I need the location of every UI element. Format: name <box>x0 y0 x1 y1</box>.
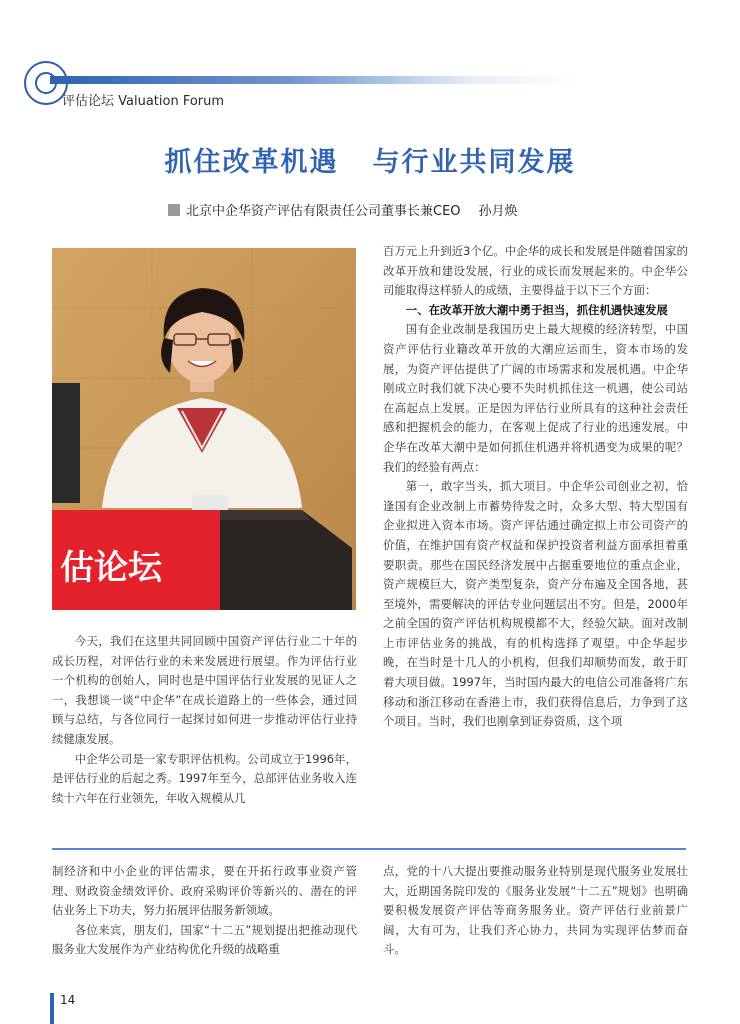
left-column <box>52 632 357 808</box>
left-paragraph-2: 中企华公司是一家专职评估机构。公司成立于1996年，是评估行业的后起之秀。1997年至今，总部评估业务收入连续十六年在行业领先，年收入规模从几 <box>52 751 357 805</box>
bottom-left-paragraph-2: 各位来宾，朋友们，国家“十二五”规划提出把推动现代服务业大发展作为产业结构优化升级的战略重 <box>52 922 357 957</box>
left-paragraph-1: 今天，我们在这里共同回顾中国资产评估行业二十年的成长历程，对评估行业的未来发展进行展望。作为评估行业一个机构的创始人，同时也是中国评估行业发展的见证人之一，我想谈一谈“中企华”在成长道路上的一些体会，通过回顾与总结，与各位同行一起探讨如何进一步推动评估行业持续健康发展。 <box>52 634 357 746</box>
title-part-1: 抓住改革机遇 <box>164 147 339 178</box>
right-intro: 百万元上升到近3个亿。中企华的成长和发展是伴随着国家的改革开放和建设发展，行业的成长而发展起来的。中企华公司能取得这样骄人的成绩，主要得益于以下三个方面： <box>383 244 688 298</box>
bottom-right-paragraph-1: 点，党的十八大提出要推动服务业特别是现代服务业发展壮大，近期国务院印发的《服务业发展“十二五”规划》也明确要积极发展资产评估等商务服务业。资产评估行业前景广阔，大有可为，让我们齐心协力，共同为实现评估梦而奋斗。 <box>383 864 688 957</box>
byline-name: 孙月焕 <box>478 204 518 219</box>
article-title <box>0 140 740 179</box>
bottom-left-column <box>52 862 357 960</box>
byline <box>168 200 518 219</box>
right-paragraph-2: 第一，敢字当头，抓大项目。中企华公司创业之初，恰逢国有企业改制上市蓄势待发之时，众多大型、特大型国有企业拟进入资本市场。资产评估通过确定拟上市公司资产的价值，在维护国有资产权益和保护投资者利益方面承担着重要职责。那些在国民经济发展中占据重要地位的重点企业，资产规模巨大，资产类型复杂，资产分布遍及全国各地，甚至境外，需要解决的评估专业问题层出不穷。但是，2000年之前全国的资产评估机构规模都不大，经验欠缺。面对改制上市评估业务的挑战，有的机构选择了观望。中企华起步晚，在当时是十几人的小机构，但我们却顺势而发，敢于盯着大项目做。1997年，当时国内最大的电信公司准备将广东移动和浙江移动在香港上市，我们获得信息后，力争到了这个项目。当时，我们也刚拿到证券资质，这个项 <box>383 479 688 729</box>
section-heading: 一、在改革开放大潮中勇于担当，抓住机遇快速发展 <box>405 302 668 317</box>
right-paragraph-1: 国有企业改制是我国历史上最大规模的经济转型，中国资产评估行业籍改革开放的大潮应运而生，资本市场的发展，为资产评估提供了广阔的市场需求和发展机遇。中企华刚成立时我们就下决心要不失时机抓住这一机遇，使公司站在高起点上发展。正是因为评估行业所具有的这种社会责任感和把握机会的能力，在客观上促成了行业的迅速发展。中企华在改革大潮中是如何抓住机遇并将机遇变为成果的呢？我们的经验有两点： <box>383 322 688 474</box>
page-number-bar <box>50 993 54 1024</box>
section-divider <box>52 848 686 850</box>
title-part-2: 与行业共同发展 <box>372 147 576 178</box>
bottom-right-column <box>383 862 688 960</box>
speaker-photo-illustration <box>52 248 356 610</box>
header-band <box>50 76 580 84</box>
byline-org: 北京中企华资产评估有限责任公司董事长兼CEO <box>186 204 461 219</box>
page-number: 14 <box>60 993 76 1007</box>
section-label: 评估论坛 Valuation Forum <box>62 94 225 109</box>
right-column <box>383 242 688 732</box>
speaker-photo <box>52 248 356 610</box>
byline-square-icon <box>168 204 180 216</box>
podium-banner-text: 估论坛 <box>60 548 162 588</box>
bottom-left-paragraph-1: 制经济和中小企业的评估需求，要在开拓行政事业资产管理、财政资金绩效评价、政府采购评价等新兴的、潜在的评估业务上下功夫，努力拓展评估服务新领域。 <box>52 864 357 918</box>
